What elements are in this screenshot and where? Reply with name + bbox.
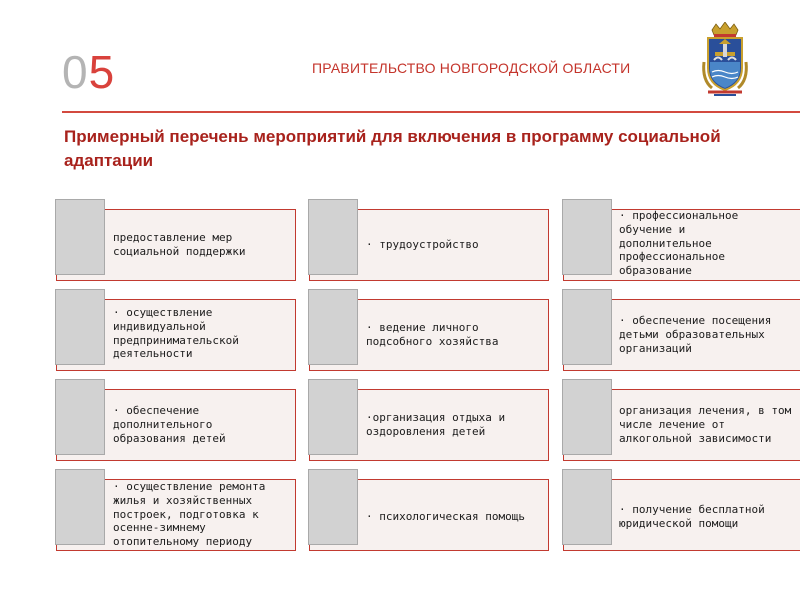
activity-text: · профессиональное обучение и дополнительное профессиональное образование [619, 209, 739, 278]
card-tile [562, 199, 612, 275]
organization-name: ПРАВИТЕЛЬСТВО НОВГОРОДСКОЙ ОБЛАСТИ [312, 60, 631, 76]
activity-text: · психологическая помощь [366, 510, 525, 523]
card-tile [55, 289, 105, 365]
activity-text: · осуществление ремонта жилья и хозяйственных построек, подготовка к осенне-зимнему отопительному периоду [113, 480, 266, 549]
activity-text: · осуществление индивидуальной предпринимательской деятельности [113, 306, 239, 361]
card-tile [308, 379, 358, 455]
activity-text: организация лечения, в том числе лечение от алкогольной зависимости [619, 404, 792, 445]
activity-text: предоставление мер социальной поддержки [113, 231, 246, 258]
coat-of-arms-icon [694, 22, 756, 98]
activity-text: · получение бесплатной юридической помощи [619, 503, 765, 530]
card-tile [308, 199, 358, 275]
card-tile [562, 379, 612, 455]
activity-text: · трудоустройство [366, 238, 479, 251]
card-tile [308, 289, 358, 365]
card-tile [308, 469, 358, 545]
activity-text: ·организация отдыха и оздоровления детей [366, 411, 506, 438]
card-tile [55, 379, 105, 455]
activity-text: · обеспечение дополнительного образования детей [113, 404, 226, 445]
activity-text: · ведение личного подсобного хозяйства [366, 321, 499, 348]
header-divider [62, 111, 800, 113]
slide-number-digit-2: 5 [88, 46, 116, 98]
card-tile [55, 199, 105, 275]
slide-number-digit-1: 0 [62, 46, 89, 98]
slide-number [62, 44, 115, 100]
card-tile [55, 469, 105, 545]
activity-text: · обеспечение посещения детьми образовательных организаций [619, 314, 772, 355]
page-title: Примерный перечень мероприятий для включения в программу социальной адаптации [64, 127, 721, 170]
card-tile [562, 289, 612, 365]
card-tile [562, 469, 612, 545]
